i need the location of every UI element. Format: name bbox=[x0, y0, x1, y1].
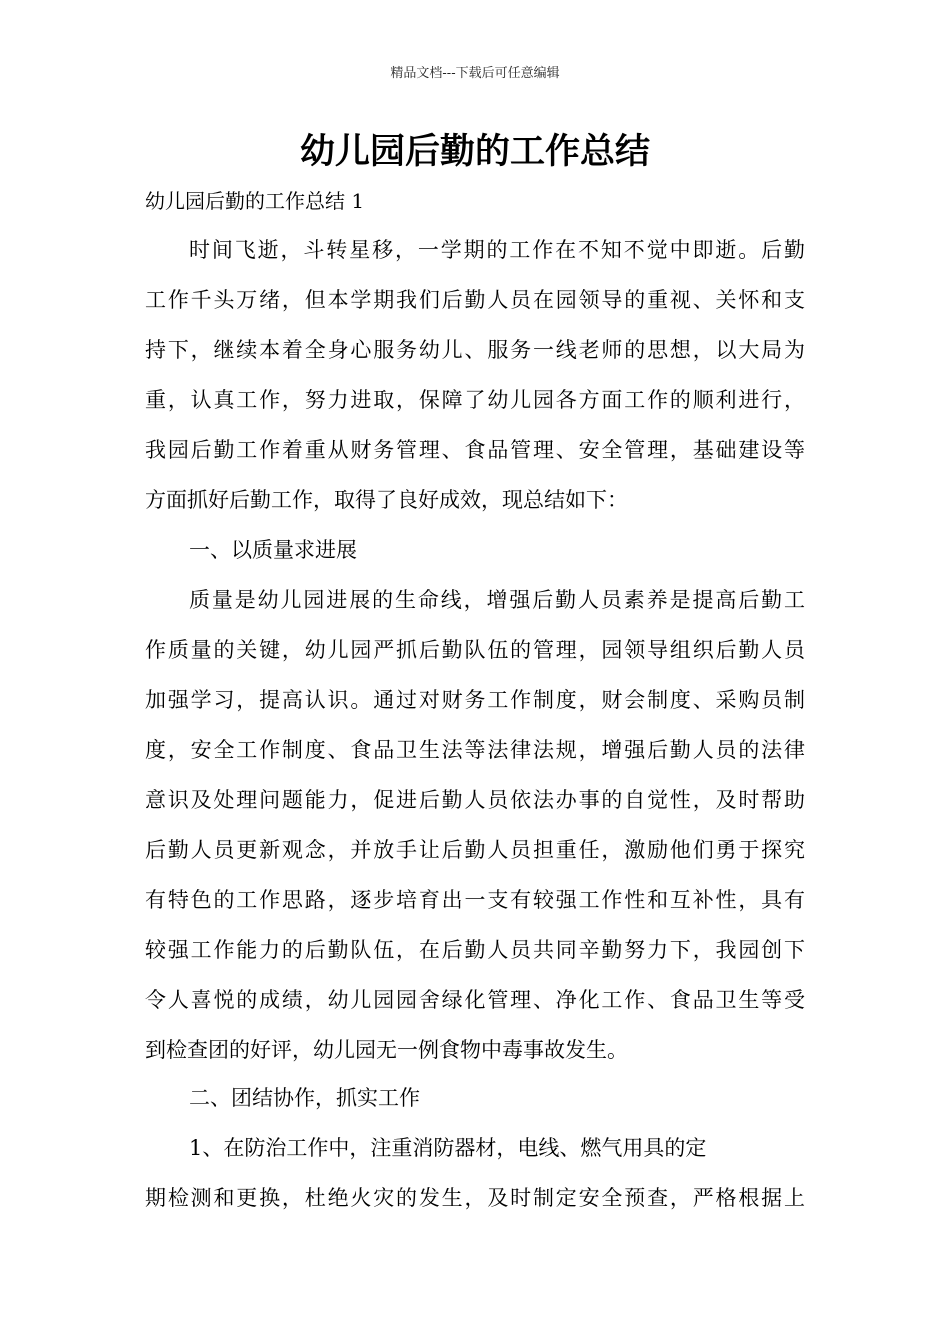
paragraph-line: 较强工作能力的后勤队伍，在后勤人员共同辛勤努力下，我园创下 bbox=[145, 938, 805, 962]
paragraph-line: 持下，继续本着全身心服务幼儿、服务一线老师的思想，以大局为 bbox=[145, 338, 805, 362]
document-title: 幼儿园后勤的工作总结 bbox=[299, 132, 650, 172]
paragraph-line: 后勤人员更新观念，并放手让后勤人员担重任，激励他们勇于探究 bbox=[145, 838, 805, 862]
paragraph-line: 重，认真工作，努力进取，保障了幼儿园各方面工作的顺利进行， bbox=[145, 388, 805, 412]
paragraph-line: 期检测和更换，杜绝火灾的发生，及时制定安全预查，严格根据上 bbox=[145, 1186, 805, 1210]
paragraph-line: 作质量的关键，幼儿园严抓后勤队伍的管理，园领导组织后勤人员 bbox=[145, 638, 805, 662]
paragraph-line: 质量是幼儿园进展的生命线，增强后勤人员素养是提高后勤工 bbox=[189, 588, 805, 612]
section-heading: 一、以质量求进展 bbox=[189, 538, 357, 562]
paragraph-line: 时间飞逝，斗转星移，一学期的工作在不知不觉中即逝。后勤 bbox=[189, 238, 805, 262]
paragraph-line: 令人喜悦的成绩，幼儿园园舍绿化管理、净化工作、食品卫生等受 bbox=[145, 988, 805, 1012]
paragraph-line: 工作千头万绪，但本学期我们后勤人员在园领导的重视、关怀和支 bbox=[145, 288, 805, 312]
paragraph-line: 1、在防治工作中，注重消防器材，电线、燃气用具的定 bbox=[189, 1136, 707, 1160]
paragraph-line: 意识及处理问题能力，促进后勤人员依法办事的自觉性，及时帮助 bbox=[145, 788, 805, 812]
paragraph-line: 度，安全工作制度、食品卫生法等法律法规，增强后勤人员的法律 bbox=[145, 738, 805, 762]
paragraph-line: 到检查团的好评，幼儿园无一例食物中毒事故发生。 bbox=[145, 1038, 628, 1062]
header-note: 精品文档---下载后可任意编辑 bbox=[390, 66, 560, 81]
paragraph-line: 加强学习，提高认识。通过对财务工作制度，财会制度、采购员制 bbox=[145, 688, 805, 712]
paragraph-line: 我园后勤工作着重从财务管理、食品管理、安全管理，基础建设等 bbox=[145, 438, 805, 462]
section-subtitle: 幼儿园后勤的工作总结 1 bbox=[145, 189, 365, 213]
paragraph-line: 有特色的工作思路，逐步培育出一支有较强工作性和互补性，具有 bbox=[145, 888, 805, 912]
paragraph-line: 方面抓好后勤工作，取得了良好成效，现总结如下： bbox=[145, 488, 628, 512]
section-heading: 二、团结协作，抓实工作 bbox=[189, 1086, 420, 1110]
